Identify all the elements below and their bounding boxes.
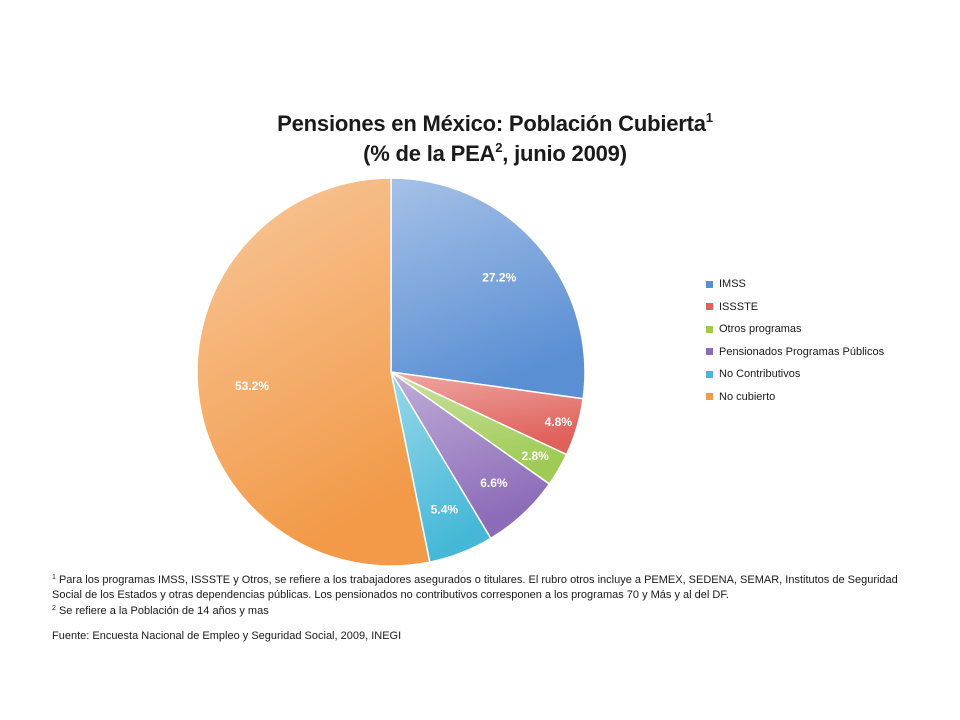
legend-item-pensionados-programas-publicos <box>706 341 884 364</box>
legend-swatch <box>706 371 713 378</box>
legend-label: No cubierto <box>719 390 776 403</box>
footnote-2: $^2$ Se refiere a la Población de 14 años y mas <box>52 605 269 617</box>
legend-item-no-contributivos <box>706 363 884 386</box>
data-label-pensionados-programas-publicos: 6.6% <box>480 475 508 490</box>
legend-item-imss <box>706 273 884 296</box>
legend-swatch <box>706 281 713 288</box>
data-label-no-contributivos: 5.4% <box>430 502 459 517</box>
legend-item-no-cubierto <box>706 386 884 409</box>
legend-label: IMSS <box>719 278 746 291</box>
chart-title: Pensiones en México: Población Cubierta$^1$ <box>277 110 713 136</box>
legend-label: Otros programas <box>719 323 802 336</box>
data-label-issste: 4.8% <box>544 414 573 429</box>
legend-label: ISSSTE <box>719 300 759 313</box>
legend-label: Pensionados Programas Públicos <box>719 345 885 358</box>
legend <box>706 273 884 408</box>
data-label-no-cubierto: 53.2% <box>235 379 270 394</box>
pie-slices <box>197 178 585 566</box>
legend-swatch <box>706 326 713 333</box>
legend-item-otros-programas <box>706 318 884 341</box>
pie-slice-imss <box>391 178 585 399</box>
footnotes <box>52 571 912 643</box>
legend-swatch <box>706 348 713 355</box>
data-label-imss: 27.2% <box>482 270 517 285</box>
legend-swatch <box>706 303 713 310</box>
legend-swatch <box>706 393 713 400</box>
legend-label: No Contributivos <box>719 368 801 381</box>
legend-item-issste <box>706 296 884 319</box>
data-label-otros-programas: 2.8% <box>521 449 549 464</box>
chart-subtitle: (% de la PEA$^2$, junio 2009) <box>363 140 627 166</box>
source-note: Fuente: Encuesta Nacional de Empleo y Seguridad Social, 2009, INEGI <box>52 629 402 642</box>
footnote-1: $^1$ Para los programas IMSS, ISSSTE y Otros, se refiere a los trabajadores asegurados o titulares. El rubro otros incluye a PEMEX, SEDENA, SEMAR, Institutos de Seguridad Social de los Estados y otras dependencias públicas. Los pensionados no contributivos corresponen a los programas 70 y Más y al del DF. <box>52 574 898 601</box>
